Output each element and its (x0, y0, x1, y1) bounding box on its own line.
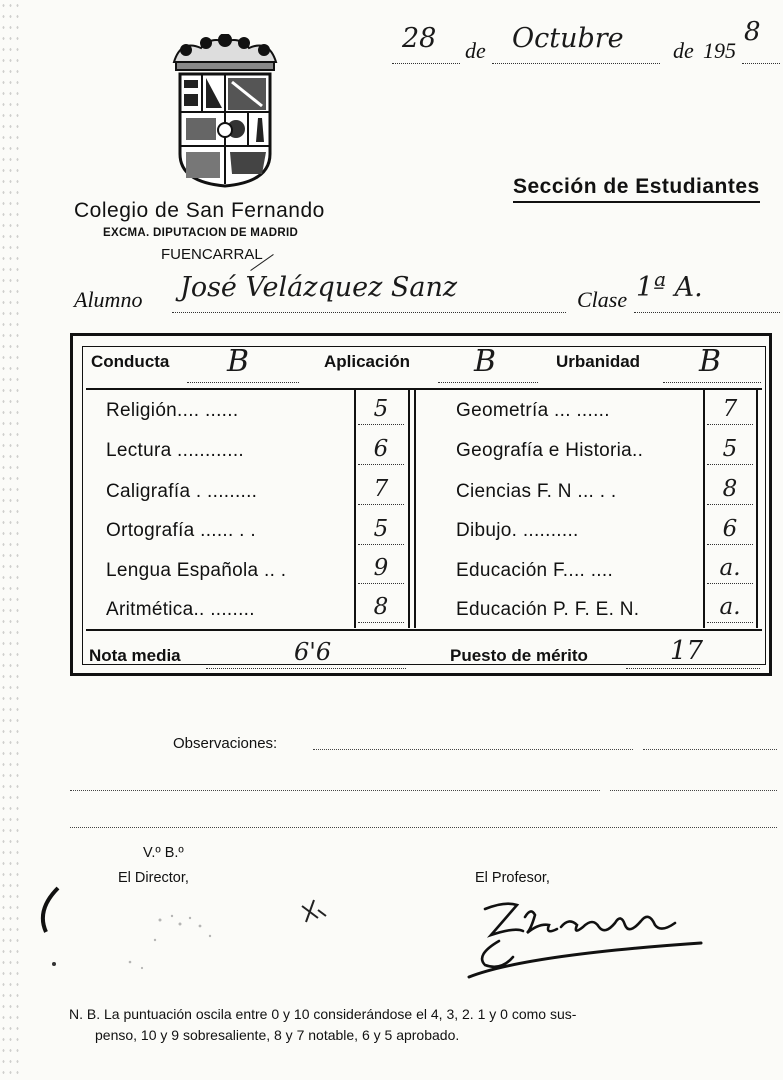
header-divider (86, 388, 762, 390)
puesto-label: Puesto de mérito (450, 646, 588, 665)
left-grade-col-line-b (408, 390, 410, 628)
nota-bene-line-1: N. B. La puntuación oscila entre 0 y 10 considerándose el 4, 3, 2. 1 y 0 como sus- (69, 1006, 577, 1022)
date-day-field (392, 23, 460, 64)
director-stamp-smudge (30, 880, 350, 980)
school-subtitle: EXCMA. DIPUTACION DE MADRID (103, 227, 299, 239)
nota-bene (69, 1004, 781, 1046)
grade-right-6: a. (707, 594, 753, 623)
date-de-2: de (673, 38, 694, 63)
subject-right-1: Geometría ... ...... (456, 400, 610, 421)
puesto-value: 17 (670, 636, 704, 666)
date-year-field (742, 17, 780, 64)
subject-right-5: Educación F.... .... (456, 560, 614, 581)
nota-media-field (206, 638, 406, 669)
grade-right-1: 7 (707, 396, 753, 425)
clase-label: Clase (577, 287, 628, 312)
profesor-signature (465, 895, 705, 985)
school-name: Colegio de San Fernando (74, 199, 325, 222)
date-line (392, 17, 783, 70)
grade-left-3: 7 (358, 476, 404, 505)
observaciones-label: Observaciones: (173, 735, 278, 752)
date-year-suffix: 8 (744, 17, 761, 47)
observaciones-line-1a (313, 748, 633, 750)
grade-left-4: 5 (358, 516, 404, 545)
urbanidad-field (663, 344, 761, 383)
conducta-label: Conducta (91, 352, 170, 371)
visto-bueno: V.º B.º (143, 845, 184, 861)
page-edge-speckle (0, 0, 22, 1080)
subject-right-4: Dibujo. .......... (456, 520, 579, 541)
subject-right-3: Ciencias F. N ... . . (456, 481, 617, 502)
alumno-field (172, 272, 566, 313)
aplicacion-value: B (474, 344, 497, 379)
observaciones-line-1b (643, 748, 777, 750)
observaciones-line-2b (610, 789, 777, 791)
section-title: Sección de Estudiantes (513, 175, 760, 203)
observaciones-line-3 (70, 826, 777, 828)
urbanidad-label: Urbanidad (556, 352, 641, 371)
conducta-field (187, 344, 299, 383)
grade-right-5: a. (707, 555, 753, 584)
subject-left-6: Aritmética.. ........ (106, 599, 255, 620)
school-place: FUENCARRAL (161, 246, 263, 263)
summary-divider (86, 629, 762, 631)
subject-left-1: Religión.... ...... (106, 400, 239, 421)
subject-left-5: Lengua Española .. . (106, 560, 287, 581)
grade-left-1: 5 (358, 396, 404, 425)
grade-right-3: 8 (707, 476, 753, 505)
director-label: El Director, (118, 870, 189, 886)
clase-value: 1ª A. (636, 272, 703, 303)
nota-media-label: Nota media (89, 646, 181, 665)
left-grade-col-line-a (354, 390, 356, 628)
subject-left-4: Ortografía ...... . . (106, 520, 256, 541)
clase-field (634, 272, 780, 313)
date-month: Octubre (512, 23, 624, 54)
nota-bene-line-2: penso, 10 y 9 sobresaliente, 8 y 7 notable, 6 y 5 aprobado. (95, 1027, 460, 1043)
subject-left-3: Caligrafía . ......... (106, 481, 258, 502)
urbanidad-value: B (699, 344, 722, 379)
grade-left-2: 6 (358, 436, 404, 465)
observaciones-line-2a (70, 789, 600, 791)
date-month-field (492, 23, 660, 64)
right-grade-col-line-b (756, 390, 758, 628)
date-day: 28 (402, 23, 437, 54)
alumno-label: Alumno (74, 287, 143, 312)
conducta-value: B (227, 344, 250, 379)
grade-right-4: 6 (707, 516, 753, 545)
nota-media-value: 6'6 (294, 638, 332, 666)
subject-left-2: Lectura ............ (106, 440, 244, 461)
profesor-label: El Profesor, (475, 870, 550, 886)
aplicacion-label: Aplicación (324, 352, 410, 371)
center-divider (414, 390, 416, 628)
date-year-prefix: 195 (703, 38, 736, 63)
alumno-value: José Velázquez Sanz (180, 272, 458, 303)
coat-of-arms-icon (166, 34, 284, 190)
subject-right-6: Educación P. F. E. N. (456, 599, 640, 620)
puesto-field (626, 636, 760, 669)
subject-right-2: Geografía e Historia.. (456, 440, 644, 461)
grade-left-6: 8 (358, 594, 404, 623)
grade-right-2: 5 (707, 436, 753, 465)
date-de-1: de (465, 38, 486, 63)
grade-left-5: 9 (358, 555, 404, 584)
right-grade-col-line-a (703, 390, 705, 628)
aplicacion-field (438, 344, 538, 383)
